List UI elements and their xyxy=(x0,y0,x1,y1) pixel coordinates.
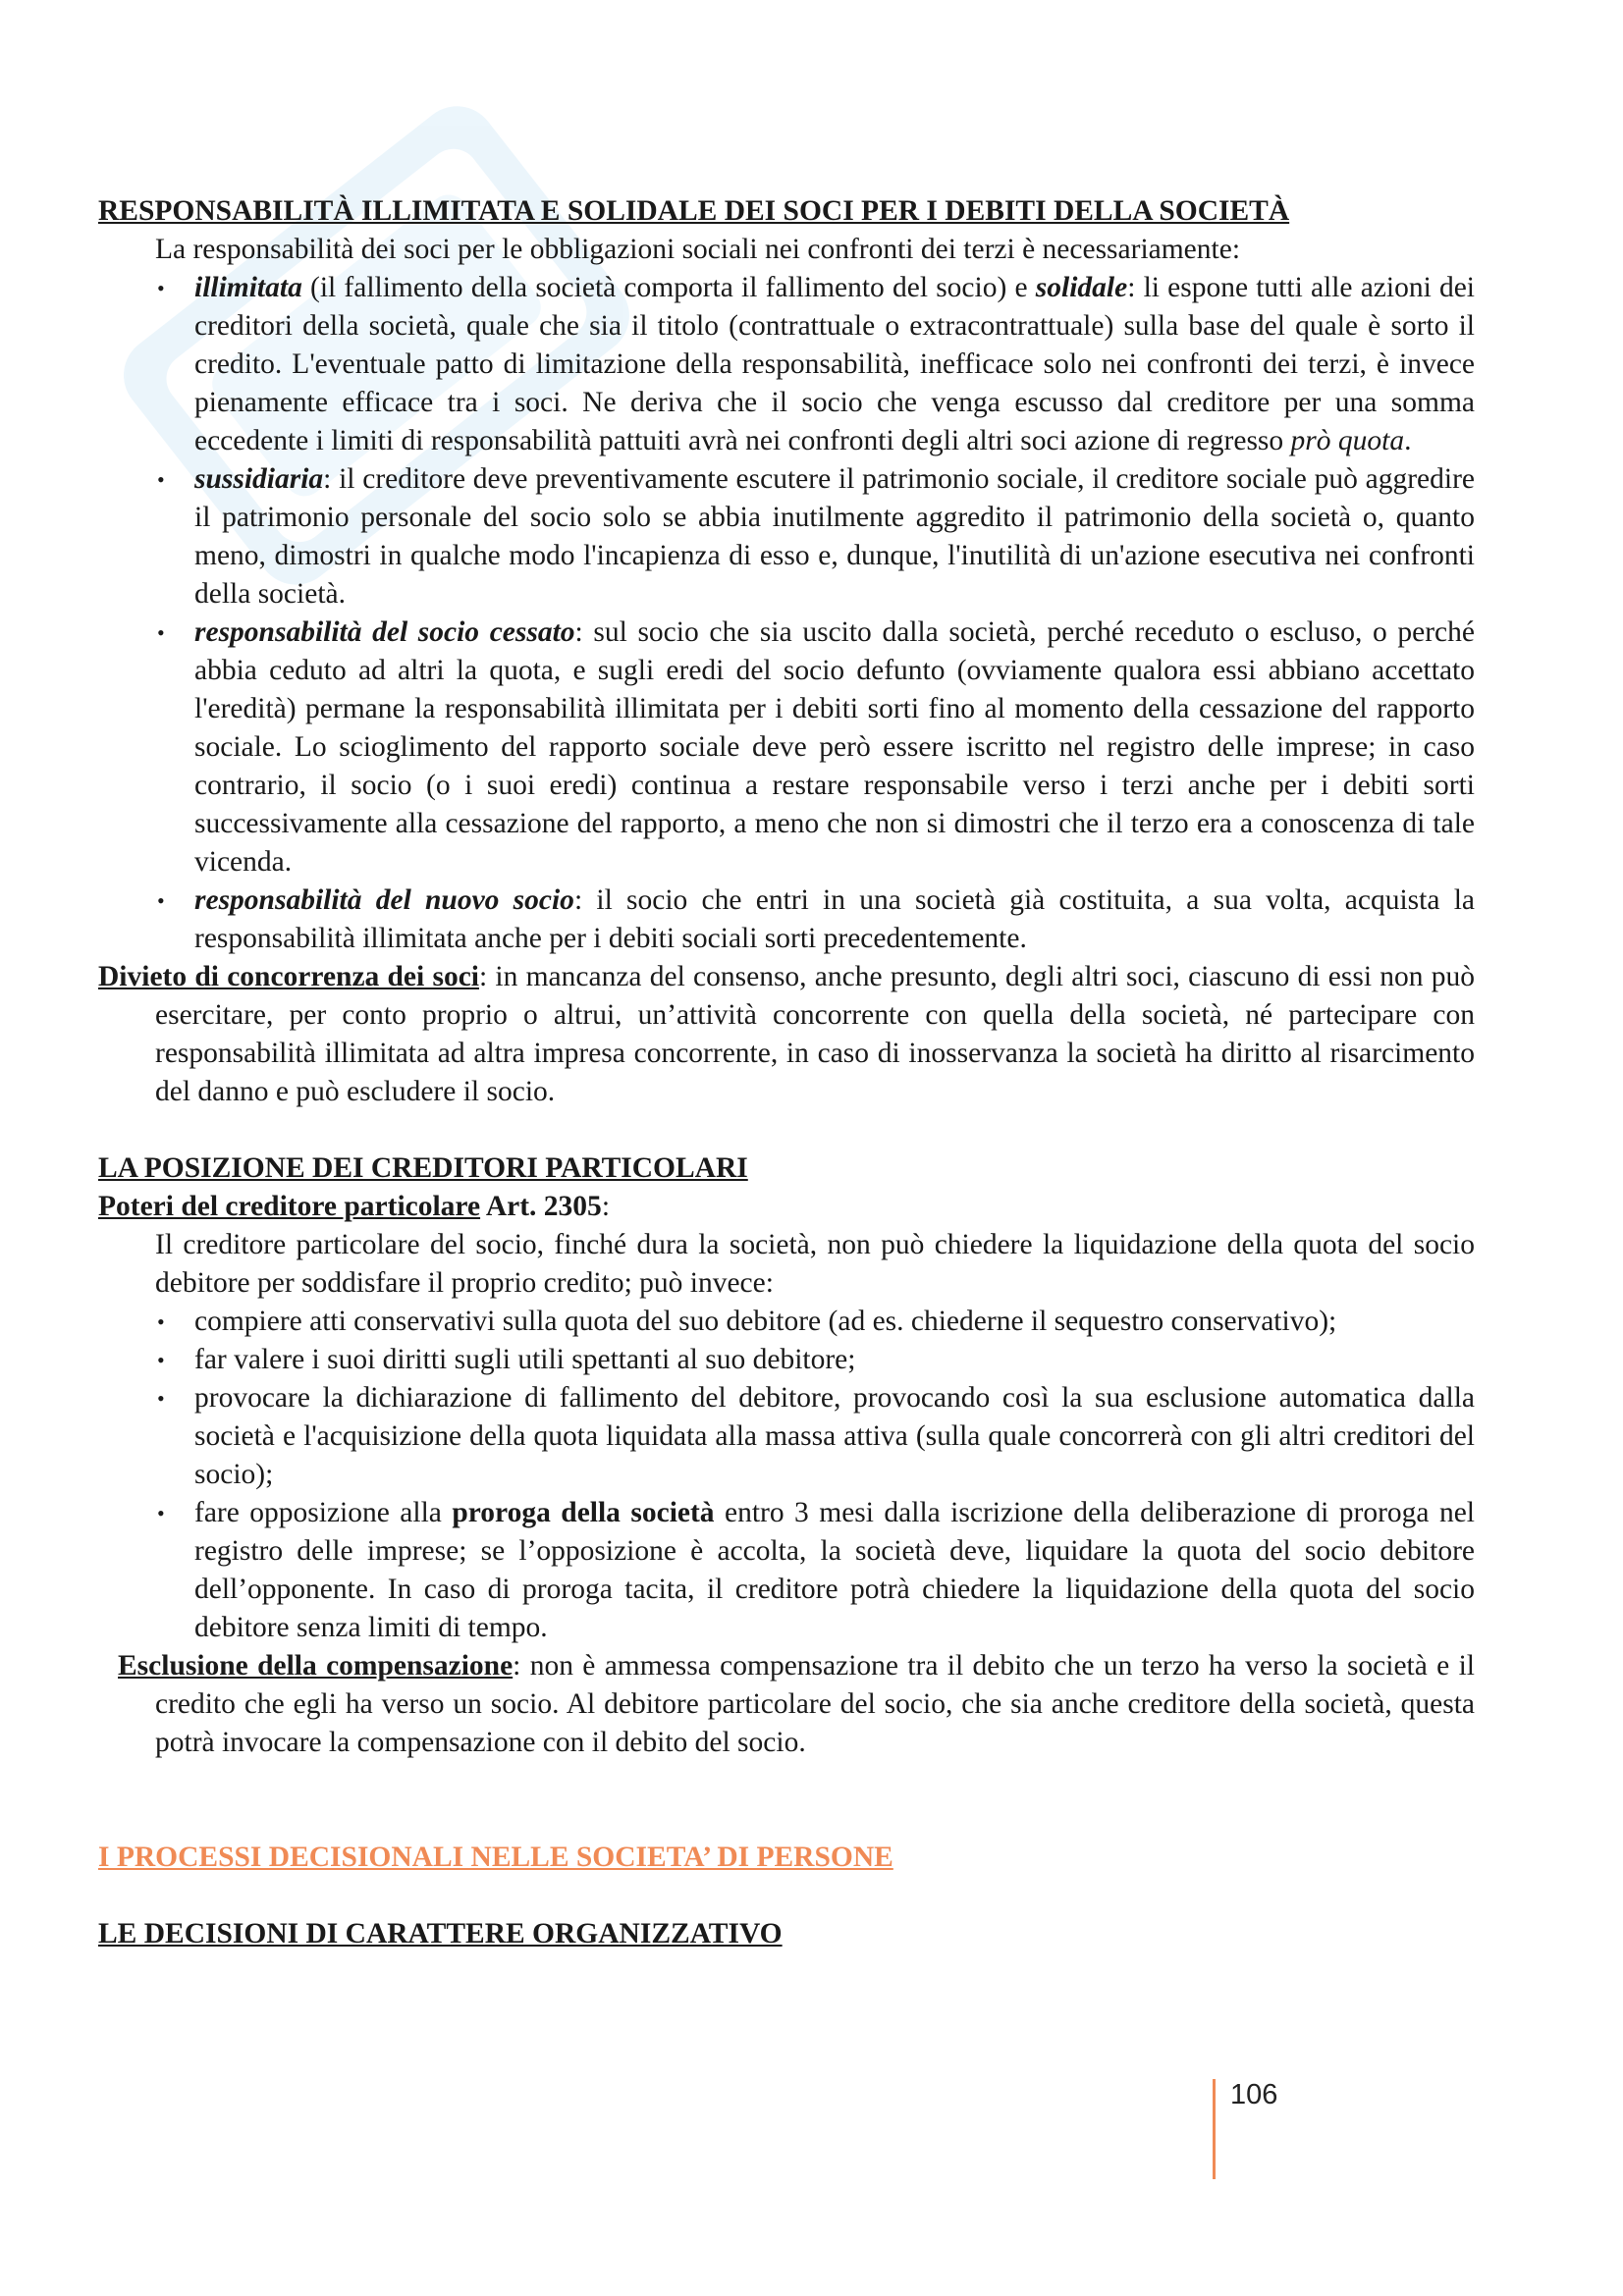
heading-processi-decisionali: I PROCESSI DECISIONALI NELLE SOCIETA’ DI PERSONE xyxy=(98,1842,893,1873)
list-item: • provocare la dichiarazione di fallimento del debitore, provocando così la sua esclusione automatica dalla società e l'acquisizione della quota liquidata alla massa attiva (sulla quale concorrerà con gli altri creditori del socio); xyxy=(194,1379,1475,1494)
heading-responsabilita: RESPONSABILITÀ ILLIMITATA E SOLIDALE DEI SOCI PER I DEBITI DELLA SOCIETÀ xyxy=(98,195,1290,227)
divieto-paragraph: Divieto di concorrenza dei soci: in mancanza del consenso, anche presunto, degli altri soci, ciascuno di essi non può esercitare, per conto proprio o altrui, un’attività concorrente con quella della società, né partecipare con responsabilità illimitata ad altra impresa concorrente, in caso di inosservanza la società ha diritto al risarcimento del danno e può escludere il socio. xyxy=(98,961,1475,1107)
poteri-list xyxy=(98,1303,1475,1647)
document-body xyxy=(98,192,1475,1953)
list-item: • far valere i suoi diritti sugli utili spettanti al suo debitore; xyxy=(194,1341,1475,1379)
list-item: • fare opposizione alla proroga della società entro 3 mesi dalla iscrizione della deliberazione di proroga nel registro delle imprese; se l’opposizione è accolta, la società deve, liquidare la quota del socio debitore dell’opponente. In caso di proroga tacita, il creditore potrà chiedere la liquidazione della quota del socio debitore senza limiti di tempo. xyxy=(194,1494,1475,1647)
poteri-intro: Il creditore particolare del socio, finché dura la società, non può chiedere la liquidazione della quota del socio debitore per soddisfare il proprio credito; può invece: xyxy=(155,1229,1475,1299)
poteri-subheading: Poteri del creditore particolare Art. 2305: xyxy=(98,1191,611,1222)
list-item: • sussidiaria: il creditore deve preventivamente escutere il patrimonio sociale, il creditore sociale può aggredire il patrimonio personale del socio solo se abbia inutilmente aggredito il patrimonio della società o, quanto meno, dimostri in qualche modo l'incapienza di esso e, dunque, l'inutilità di un'azione esecutiva nei confronti della società. xyxy=(194,460,1475,614)
heading-creditori: LA POSIZIONE DEI CREDITORI PARTICOLARI xyxy=(98,1152,748,1184)
heading-decisioni-organizzative: LE DECISIONI DI CARATTERE ORGANIZZATIVO xyxy=(98,1918,783,1949)
divieto-label: Divieto di concorrenza dei soci xyxy=(98,961,479,992)
list-item: • responsabilità del socio cessato: sul socio che sia uscito dalla società, perché receduto o escluso, o perché abbia ceduto ad altri la quota, e sugli eredi del socio defunto (ovviamente qualora essi abbiano accettato l'eredità) permane la responsabilità illimitata per i debiti sorti fino al momento della cessazione del rapporto sociale. Lo scioglimento del rapporto sociale deve però essere iscritto nel registro delle imprese; in caso contrario, il socio (o i suoi eredi) continua a restare responsabile verso i terzi anche per i debiti sorti successivamente alla cessazione del rapporto, a meno che non si dimostri che il terzo era a conoscenza di tale vicenda. xyxy=(194,614,1475,881)
responsabilita-list xyxy=(98,269,1475,958)
esclusione-label: Esclusione della compensazione xyxy=(118,1650,514,1682)
list-item: • illimitata (il fallimento della società comporta il fallimento del socio) e solidale: li espone tutti alle azioni dei creditori della società, quale che sia il titolo (contrattuale o extracontrattuale) sulla base del quale è sorto il credito. L'eventuale patto di limitazione della responsabilità, inefficace solo nei confronti dei terzi, è invece pienamente efficace tra i soci. Ne deriva che il socio che venga escusso dal creditore per una somma eccedente i limiti di responsabilità pattuiti avrà nei confronti degli altri soci azione di regresso prò quota. xyxy=(194,269,1475,460)
list-item: • responsabilità del nuovo socio: il socio che entri in una società già costituita, a sua volta, acquista la responsabilità illimitata anche per i debiti sociali sorti precedentemente. xyxy=(194,881,1475,958)
esclusione-paragraph: Esclusione della compensazione: non è ammessa compensazione tra il debito che un terzo ha verso la società e il credito che egli ha verso un socio. Al debitore particolare del socio, che sia anche creditore della società, questa potrà invocare la compensazione con il debito del socio. xyxy=(118,1650,1475,1758)
list-item: • compiere atti conservativi sulla quota del suo debitore (ad es. chiederne il sequestro conservativo); xyxy=(194,1303,1475,1341)
page-number-divider xyxy=(1213,2079,1216,2179)
intro-paragraph: La responsabilità dei soci per le obbligazioni sociali nei confronti dei terzi è necessariamente: xyxy=(155,234,1241,265)
page-number: 106 xyxy=(1230,2079,1278,2110)
